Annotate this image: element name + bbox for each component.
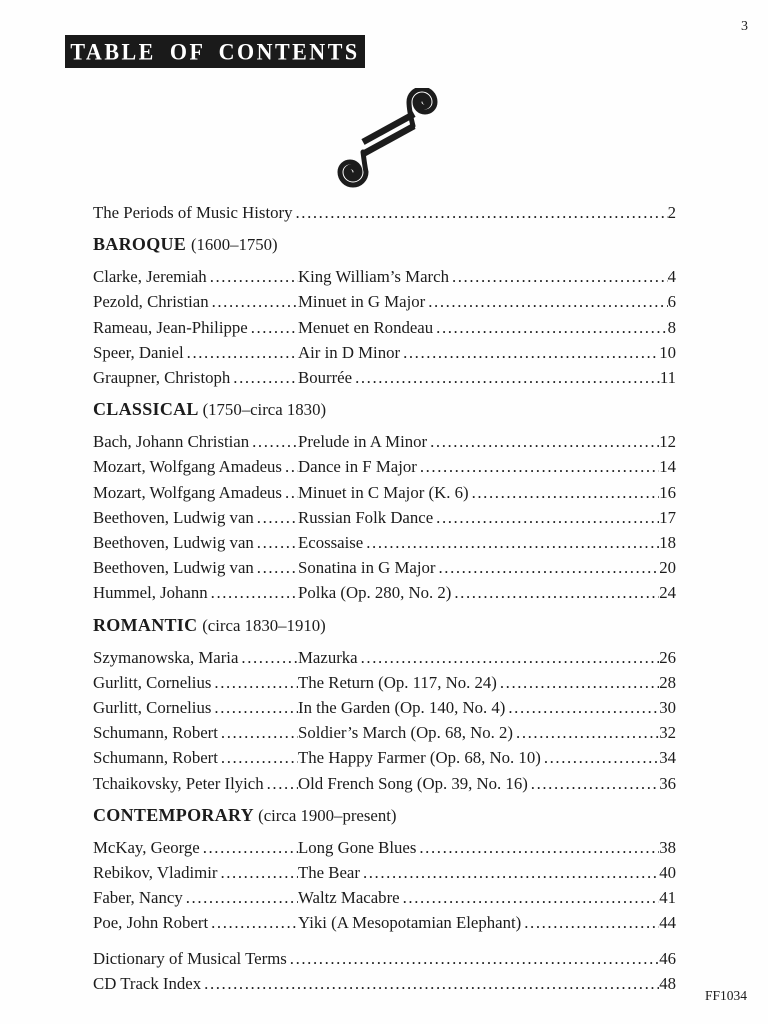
dot-leader — [497, 670, 659, 695]
toc-entry — [93, 885, 676, 910]
entry-composer: Clarke, Jeremiah — [93, 267, 207, 287]
toc-sections — [93, 232, 676, 935]
toc-section — [93, 397, 676, 605]
dot-leader — [254, 530, 298, 555]
section-name: ROMANTIC — [93, 614, 198, 635]
toc-section — [93, 803, 676, 936]
toc-entry — [93, 946, 676, 971]
dot-leader — [211, 695, 298, 720]
dot-leader — [208, 910, 298, 935]
dot-leader — [208, 580, 298, 605]
entry-page: 38 — [659, 837, 676, 857]
entry-label: CD Track Index — [93, 973, 202, 993]
entry-page: 14 — [659, 457, 676, 477]
entry-composer: Bach, Johann Christian — [93, 432, 250, 452]
section-entries — [93, 835, 676, 936]
section-entries — [93, 645, 676, 796]
dot-leader — [451, 580, 659, 605]
toc-entry — [93, 480, 676, 505]
entry-page: 44 — [659, 913, 676, 933]
entry-page: 12 — [659, 432, 676, 452]
toc-entry — [93, 315, 676, 340]
entry-composer: Faber, Nancy — [93, 888, 183, 908]
entry-title: Mazurka — [298, 647, 358, 667]
entry-title: In the Garden (Op. 140, No. 4) — [298, 698, 506, 718]
toc-entry — [93, 530, 676, 555]
dot-leader — [217, 860, 298, 885]
entry-composer: Hummel, Johann — [93, 583, 208, 603]
toc-entry — [93, 264, 676, 289]
toc-entry — [93, 745, 676, 770]
dot-leader — [528, 771, 659, 796]
toc-section — [93, 613, 676, 796]
entry-composer: McKay, George — [93, 837, 200, 857]
dot-leader — [184, 340, 298, 365]
page-number: 3 — [741, 19, 748, 34]
entry-title: Air in D Minor — [298, 342, 401, 362]
dot-leader — [352, 365, 660, 390]
dot-leader — [293, 200, 668, 225]
dot-leader — [425, 289, 667, 314]
toc-entry — [93, 555, 676, 580]
entry-page: 6 — [667, 292, 676, 312]
table-of-contents — [93, 200, 676, 996]
entry-composer: Beethoven, Ludwig van — [93, 558, 254, 578]
entry-composer: Graupner, Christoph — [93, 368, 231, 388]
entry-page: 18 — [659, 533, 676, 553]
entry-title: Bourrée — [298, 368, 353, 388]
entry-title: Waltz Macabre — [298, 888, 400, 908]
entry-page: 2 — [667, 203, 676, 222]
dot-leader — [358, 645, 660, 670]
toc-entry — [93, 365, 676, 390]
dot-leader — [211, 670, 298, 695]
entry-composer: Rebikov, Vladimir — [93, 863, 218, 883]
dot-leader — [416, 835, 659, 860]
section-dates: (circa 1900–present) — [258, 805, 397, 825]
dot-leader — [254, 555, 298, 580]
dot-leader — [238, 645, 298, 670]
catalog-number: FF1034 — [704, 988, 747, 1003]
entry-title: Long Gone Blues — [298, 837, 417, 857]
entry-title: Dance in F Major — [298, 457, 417, 477]
dot-leader — [249, 429, 298, 454]
toc-entry — [93, 771, 676, 796]
section-heading — [93, 803, 676, 828]
entry-page: 24 — [659, 583, 676, 603]
entry-page: 34 — [659, 748, 676, 768]
toc-entry — [93, 860, 676, 885]
dot-leader — [436, 555, 660, 580]
dot-leader — [207, 264, 298, 289]
entry-composer: Pezold, Christian — [93, 292, 209, 312]
toc-entry — [93, 580, 676, 605]
section-name: CONTEMPORARY — [93, 804, 254, 825]
entry-title: Soldier’s March (Op. 68, No. 2) — [298, 723, 514, 743]
entry-composer: Szymanowska, Maria — [93, 647, 239, 667]
entry-page: 16 — [659, 482, 676, 502]
entry-title: The Return (Op. 117, No. 24) — [298, 672, 497, 692]
toc-section — [93, 232, 676, 390]
entry-composer: Mozart, Wolfgang Amadeus — [93, 457, 282, 477]
dot-leader — [433, 315, 667, 340]
toc-entry — [93, 289, 676, 314]
section-dates: (1750–circa 1830) — [202, 400, 327, 420]
entry-page: 8 — [667, 317, 676, 337]
dot-leader — [541, 745, 659, 770]
dot-leader — [433, 505, 659, 530]
dot-leader — [521, 910, 659, 935]
entry-title: Prelude in A Minor — [298, 432, 428, 452]
toc-entry — [93, 670, 676, 695]
toc-entry — [93, 340, 676, 365]
dot-leader — [230, 365, 298, 390]
entry-title: Sonatina in G Major — [298, 558, 436, 578]
dot-leader — [218, 745, 298, 770]
toc-entry — [93, 454, 676, 479]
entry-page: 41 — [659, 888, 676, 908]
entry-composer: Speer, Daniel — [93, 342, 184, 362]
entry-title: The Bear — [298, 863, 360, 883]
beamed-notes-scroll-ornament-icon — [331, 88, 443, 188]
entry-title: Menuet en Rondeau — [298, 317, 434, 337]
section-heading — [93, 613, 676, 638]
entry-page: 36 — [659, 773, 676, 793]
toc-entry — [93, 971, 676, 996]
dot-leader — [201, 971, 659, 996]
toc-entry — [93, 695, 676, 720]
section-name: CLASSICAL — [93, 399, 198, 420]
entry-page: 48 — [659, 973, 676, 993]
entry-title: Russian Folk Dance — [298, 507, 434, 527]
entry-page: 26 — [659, 647, 676, 667]
dot-leader — [248, 315, 298, 340]
section-entries — [93, 429, 676, 605]
entry-title: Ecossaise — [298, 533, 364, 553]
dot-leader — [209, 289, 298, 314]
entry-composer: Schumann, Robert — [93, 748, 218, 768]
entry-page: 32 — [659, 723, 676, 743]
toc-entry — [93, 835, 676, 860]
dot-leader — [183, 885, 298, 910]
section-entries — [93, 264, 676, 390]
entry-title: Old French Song (Op. 39, No. 16) — [298, 773, 528, 793]
entry-composer: Beethoven, Ludwig van — [93, 507, 254, 527]
entry-page: 17 — [659, 507, 676, 527]
section-heading — [93, 397, 676, 422]
toc-entry — [93, 645, 676, 670]
entry-composer: Mozart, Wolfgang Amadeus — [93, 482, 282, 502]
dot-leader — [417, 454, 659, 479]
dot-leader — [282, 454, 298, 479]
dot-leader — [218, 720, 298, 745]
entry-page: 40 — [659, 863, 676, 883]
dot-leader — [282, 480, 298, 505]
entry-page: 4 — [667, 267, 676, 287]
entry-page: 46 — [659, 948, 676, 968]
dot-leader — [427, 429, 659, 454]
entry-label: The Periods of Music History — [93, 203, 293, 222]
entry-title: King William’s March — [298, 267, 449, 287]
dot-leader — [287, 946, 659, 971]
dot-leader — [360, 860, 659, 885]
entry-page: 30 — [659, 698, 676, 718]
toc-intro-row — [93, 200, 676, 225]
entry-composer: Tchaikovsky, Peter Ilyich — [93, 773, 264, 793]
dot-leader — [200, 835, 298, 860]
entry-title: The Happy Farmer (Op. 68, No. 10) — [298, 748, 541, 768]
dot-leader — [363, 530, 659, 555]
entry-page: 20 — [659, 558, 676, 578]
entry-composer: Rameau, Jean-Philippe — [93, 317, 248, 337]
dot-leader — [400, 885, 660, 910]
entry-composer: Gurlitt, Cornelius — [93, 698, 212, 718]
entry-page: 11 — [659, 368, 676, 388]
entry-label: Dictionary of Musical Terms — [93, 948, 287, 968]
toc-entry — [93, 429, 676, 454]
dot-leader — [400, 340, 659, 365]
entry-title: Minuet in G Major — [298, 292, 426, 312]
entry-composer: Schumann, Robert — [93, 723, 218, 743]
entry-composer: Gurlitt, Cornelius — [93, 672, 212, 692]
dot-leader — [264, 771, 298, 796]
dot-leader — [254, 505, 298, 530]
dot-leader — [449, 264, 668, 289]
entry-composer: Poe, John Robert — [93, 913, 209, 933]
dot-leader — [505, 695, 659, 720]
page-title: TABLE OF CONTENTS — [70, 37, 360, 65]
toc-entry — [93, 720, 676, 745]
dot-leader — [469, 480, 660, 505]
entry-title: Minuet in C Major (K. 6) — [298, 482, 469, 502]
section-dates: (1600–1750) — [190, 235, 278, 255]
entry-title: Yiki (A Mesopotamian Elephant) — [298, 913, 522, 933]
section-name: BAROQUE — [93, 234, 187, 255]
entry-page: 28 — [659, 672, 676, 692]
section-dates: (circa 1830–1910) — [202, 615, 326, 635]
entry-title: Polka (Op. 280, No. 2) — [298, 583, 452, 603]
toc-entry — [93, 505, 676, 530]
dot-leader — [513, 720, 659, 745]
toc-entry — [93, 910, 676, 935]
entry-composer: Beethoven, Ludwig van — [93, 533, 254, 553]
entry-page: 10 — [659, 342, 676, 362]
title-banner — [65, 35, 365, 68]
section-heading — [93, 232, 676, 257]
toc-outro — [93, 946, 676, 996]
